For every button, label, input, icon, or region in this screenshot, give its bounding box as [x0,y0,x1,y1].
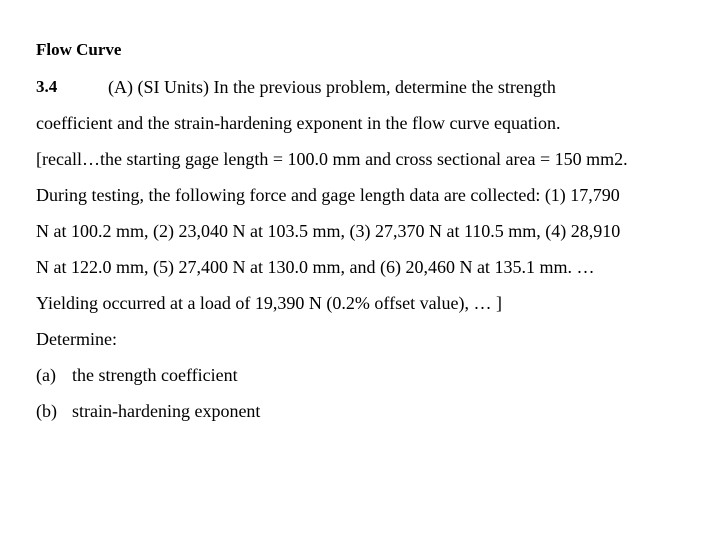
list-item-label: (b) [36,401,57,421]
problem-text-line: [recall…the starting gage length = 100.0 mm and cross sectional area = 150 mm2. [36,149,628,169]
problem-text-line: coefficient and the strain-hardening exponent in the flow curve equation. [36,113,561,133]
problem-text-line: N at 100.2 mm, (2) 23,040 N at 103.5 mm, (3) 27,370 N at 110.5 mm, (4) 28,910 [36,221,621,241]
list-item-text: strain-hardening exponent [72,401,261,421]
slide-title: Flow Curve [36,40,122,59]
problem-text-line: N at 122.0 mm, (5) 27,400 N at 130.0 mm, and (6) 20,460 N at 135.1 mm. … [36,257,595,277]
list-item-text: the strength coefficient [72,365,238,385]
problem-text-line: Yielding occurred at a load of 19,390 N (0.2% offset value), … ] [36,293,503,313]
list-item-b [36,400,260,422]
determine-heading: Determine: [36,329,117,349]
problem-number: 3.4 [36,77,58,96]
problem-text-line: (A) (SI Units) In the previous problem, determine the strength [108,77,556,97]
list-item-a [36,364,238,386]
problem-text-line: During testing, the following force and gage length data are collected: (1) 17,790 [36,185,620,205]
list-item-label: (a) [36,365,56,385]
